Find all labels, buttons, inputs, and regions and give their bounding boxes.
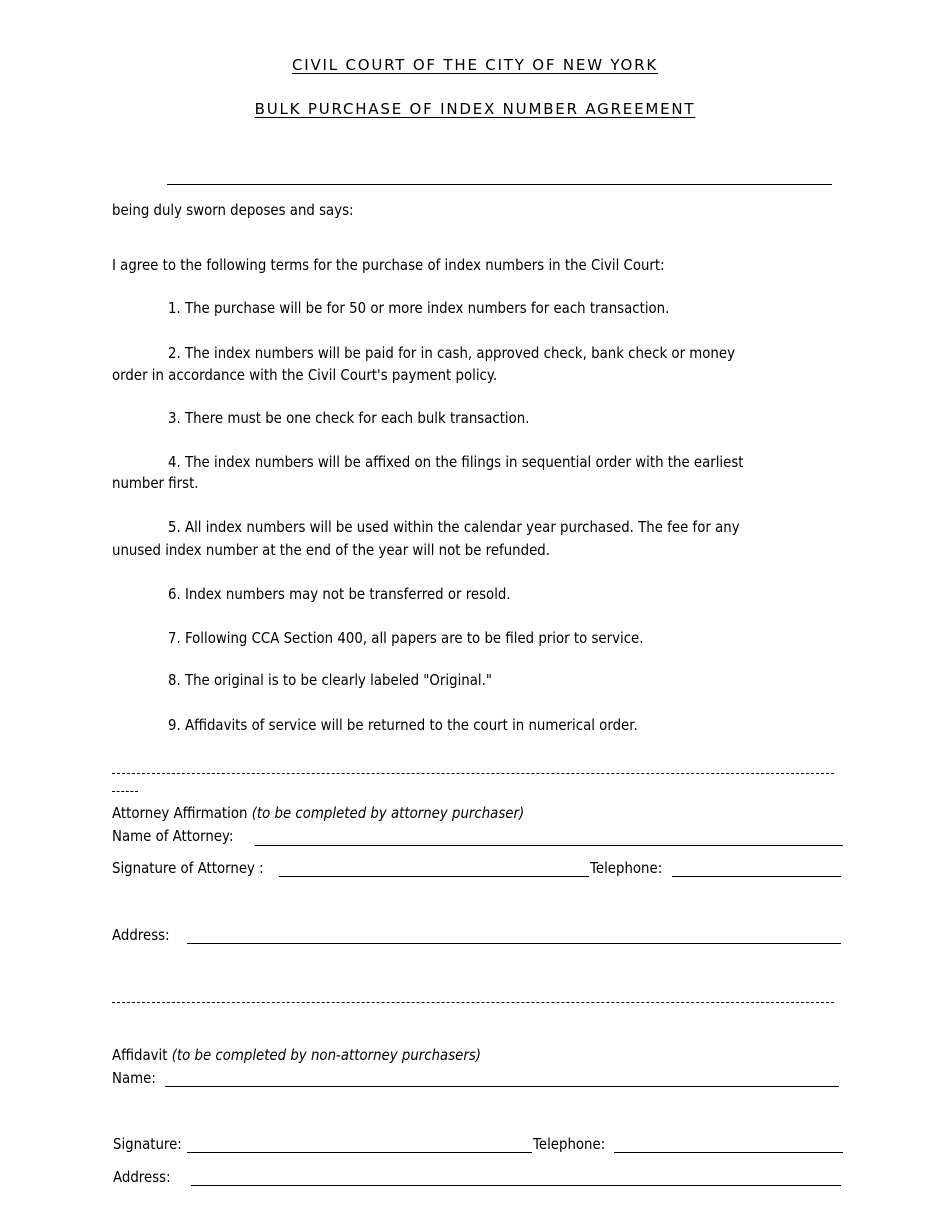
affidavit-heading-text: Affidavit xyxy=(112,1046,168,1064)
attorney-address-field[interactable] xyxy=(187,943,841,944)
attorney-telephone-label: Telephone: xyxy=(590,859,663,877)
affidavit-signature-field[interactable] xyxy=(187,1152,532,1153)
affidavit-name-field[interactable] xyxy=(165,1086,839,1087)
term-5-cont: unused index number at the end of the year will not be refunded. xyxy=(112,541,550,559)
attorney-signature-label: Signature of Attorney : xyxy=(112,859,264,877)
attorney-heading-text: Attorney Affirmation xyxy=(112,804,248,822)
attorney-address-label: Address: xyxy=(112,926,170,944)
term-3: 3. There must be one check for each bulk transaction. xyxy=(168,409,530,427)
affidavit-name-label: Name: xyxy=(112,1069,156,1087)
affidavit-telephone-label: Telephone: xyxy=(533,1135,606,1153)
term-8: 8. The original is to be clearly labeled "Original." xyxy=(168,671,492,689)
affidavit-signature-label: Signature: xyxy=(113,1135,182,1153)
term-2: 2. The index numbers will be paid for in cash, approved check, bank check or money xyxy=(168,344,735,362)
term-1: 1. The purchase will be for 50 or more index numbers for each transaction. xyxy=(168,299,670,317)
affidavit-address-field[interactable] xyxy=(191,1185,841,1186)
term-4-cont: number first. xyxy=(112,474,199,492)
court-title: CIVIL COURT OF THE CITY OF NEW YORK xyxy=(291,56,659,74)
affidavit-heading xyxy=(112,1044,481,1066)
term-5: 5. All index numbers will be used within the calendar year purchased. The fee for any xyxy=(168,518,740,536)
attorney-name-field[interactable] xyxy=(255,845,843,846)
section-separator-tail xyxy=(112,791,138,792)
attorney-affirmation-heading xyxy=(112,802,524,824)
deponent-name-field[interactable] xyxy=(167,184,832,185)
agreement-intro: I agree to the following terms for the purchase of index numbers in the Civil Court: xyxy=(112,256,665,274)
attorney-heading-note: (to be completed by attorney purchaser) xyxy=(251,804,525,822)
term-2-cont: order in accordance with the Civil Court's payment policy. xyxy=(112,366,498,384)
term-9: 9. Affidavits of service will be returned to the court in numerical order. xyxy=(168,716,638,734)
agreement-title: BULK PURCHASE OF INDEX NUMBER AGREEMENT xyxy=(254,100,696,118)
affidavit-telephone-field[interactable] xyxy=(614,1152,843,1153)
term-6: 6. Index numbers may not be transferred or resold. xyxy=(168,585,511,603)
attorney-telephone-field[interactable] xyxy=(672,876,841,877)
term-4: 4. The index numbers will be affixed on the filings in sequential order with the earliest xyxy=(168,453,744,471)
affidavit-address-label: Address: xyxy=(113,1168,171,1186)
affidavit-heading-note: (to be completed by non-attorney purchasers) xyxy=(171,1046,481,1064)
term-7: 7. Following CCA Section 400, all papers are to be filed prior to service. xyxy=(168,629,644,647)
section-separator xyxy=(112,773,834,774)
attorney-name-label: Name of Attorney: xyxy=(112,827,234,845)
section-separator-2 xyxy=(112,1002,834,1003)
sworn-statement: being duly sworn deposes and says: xyxy=(112,201,354,219)
attorney-signature-field[interactable] xyxy=(279,876,589,877)
